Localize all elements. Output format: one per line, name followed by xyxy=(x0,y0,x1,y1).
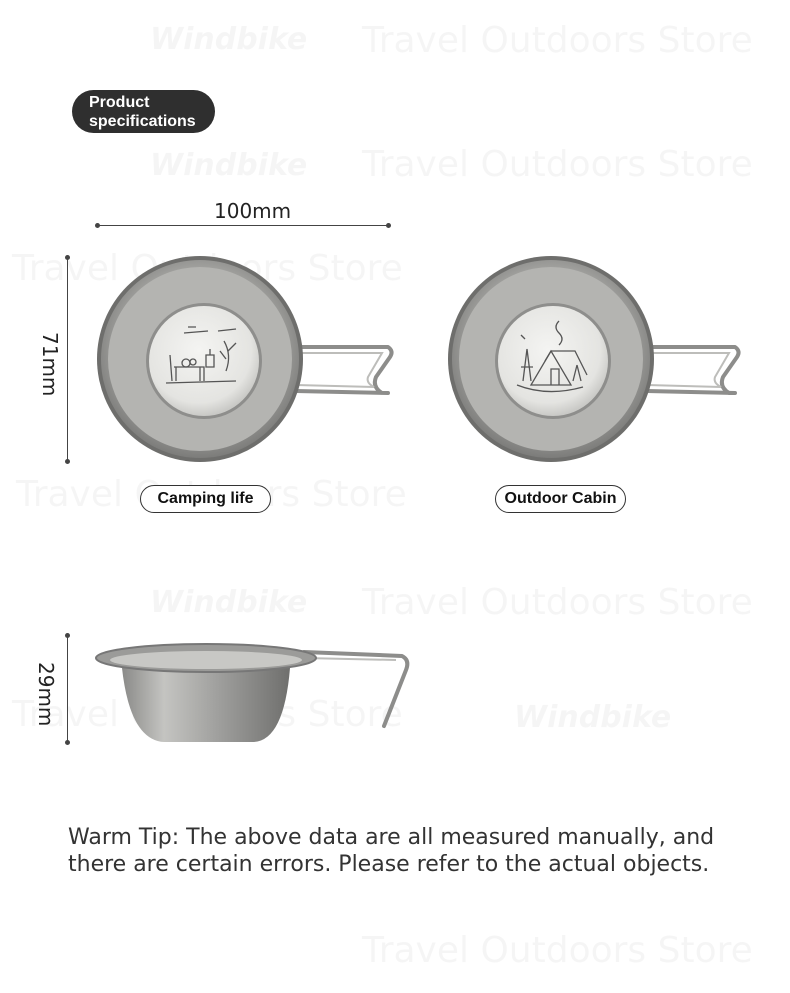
watermark-store xyxy=(362,930,753,971)
warm-tip-text: Warm Tip: The above data are all measured manually, and there are certain errors. Please refer to the actual objects. xyxy=(68,825,715,877)
product-specifications-badge xyxy=(72,90,215,133)
dimension-endpoint xyxy=(65,459,70,464)
width-dimension-label: 100mm xyxy=(214,199,292,223)
watermark-store xyxy=(362,20,753,61)
dimension-endpoint xyxy=(386,223,391,228)
dimension-endpoint xyxy=(65,740,70,745)
height-dimension-label: 71mm xyxy=(38,332,62,397)
watermark-brand xyxy=(514,700,671,735)
width-dimension-line xyxy=(97,225,389,226)
watermark-store xyxy=(362,144,753,185)
badge-line-2: specifications xyxy=(89,113,196,130)
dimension-endpoint xyxy=(95,223,100,228)
watermark-brand xyxy=(150,148,307,183)
cup-label-outdoor-cabin: Outdoor Cabin xyxy=(495,485,626,513)
watermark-brand xyxy=(150,22,307,57)
depth-dimension-line xyxy=(67,635,68,743)
dimension-endpoint xyxy=(65,633,70,638)
cup-outdoor-cabin-image xyxy=(447,255,747,465)
depth-dimension-label: 29mm xyxy=(34,662,58,727)
height-dimension-line xyxy=(67,257,68,462)
cup-side-view-image xyxy=(94,630,414,750)
badge-line-1: Product xyxy=(89,94,150,111)
cup-label-camping-life: Camping life xyxy=(140,485,271,513)
cup-camping-life-image xyxy=(96,255,396,465)
dimension-endpoint xyxy=(65,255,70,260)
watermark-brand xyxy=(150,585,307,620)
watermark-store xyxy=(362,582,753,623)
